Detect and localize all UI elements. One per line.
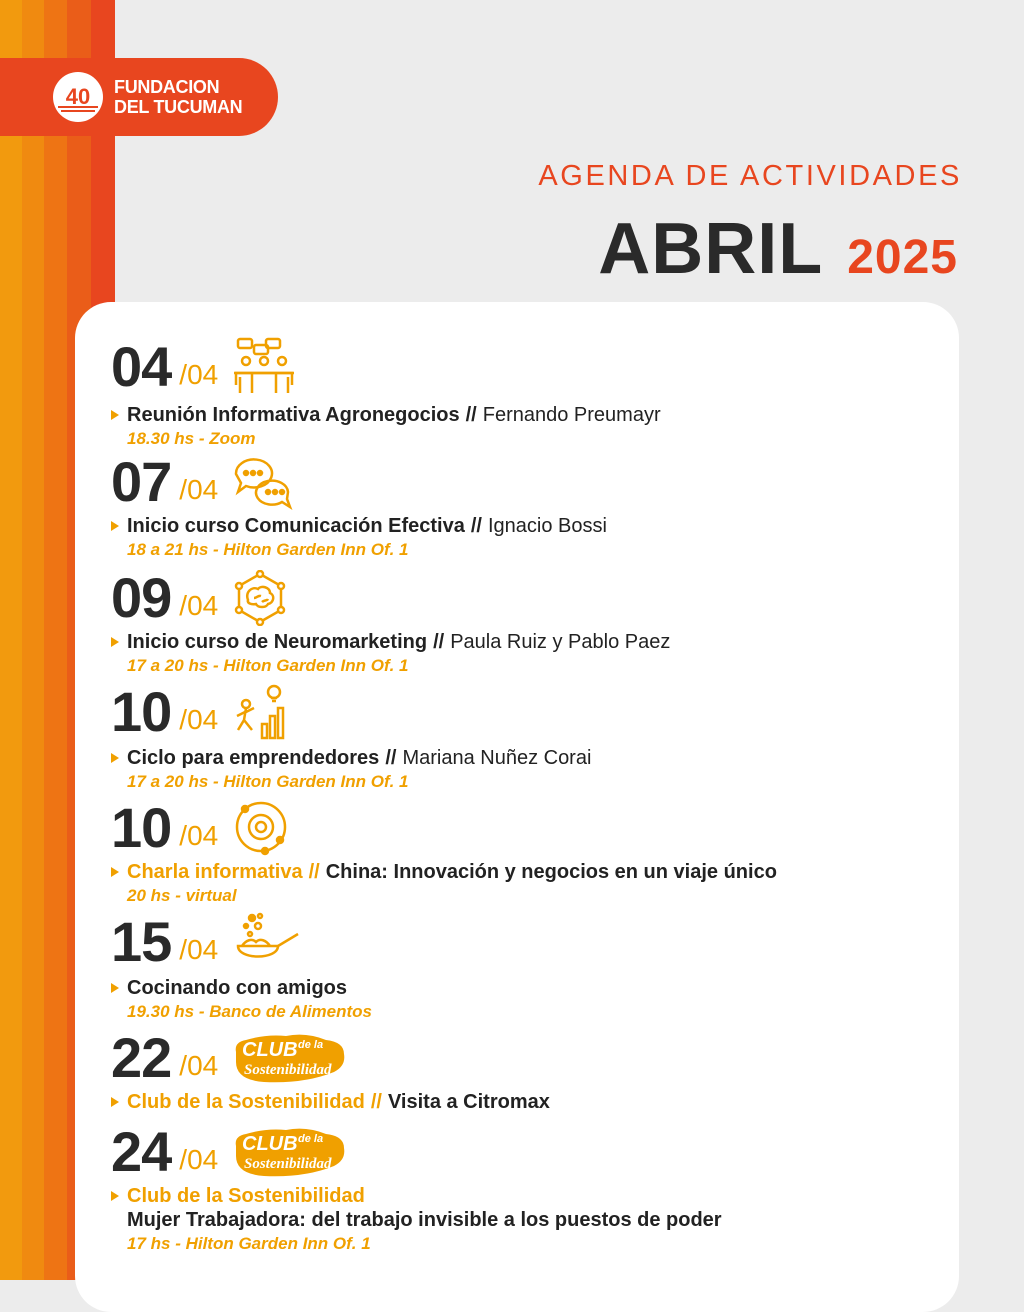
bullet-arrow-icon (111, 753, 119, 763)
svg-text:Sostenibilidad: Sostenibilidad (244, 1156, 332, 1172)
event-details: 19.30 hs - Banco de Alimentos (127, 1002, 372, 1021)
brain-network-icon (232, 566, 288, 626)
year-label: 2025 (847, 231, 958, 284)
cooking-pan-icon (232, 910, 302, 970)
svg-text:de la: de la (298, 1039, 324, 1051)
event-day: 07 (111, 450, 172, 513)
event-month: /04 (179, 820, 219, 851)
bullet-arrow-icon (111, 1097, 119, 1107)
event-speaker: Visita a Citromax (387, 1091, 550, 1113)
agenda-subtitle: AGENDA DE ACTIVIDADES (538, 160, 962, 192)
svg-text:Sostenibilidad: Sostenibilidad (244, 1062, 332, 1078)
svg-text:CLUB: CLUB (242, 1133, 298, 1155)
event-title-line (111, 403, 971, 427)
event-item (111, 1120, 971, 1256)
event-title: Club de la Sostenibilidad (127, 1091, 365, 1113)
event-month: /04 (179, 1144, 219, 1175)
event-title: Inicio curso Comunicación Efectiva (127, 515, 465, 537)
event-title-line (111, 746, 971, 770)
svg-text:de la: de la (298, 1133, 324, 1145)
event-separator: // (385, 747, 397, 769)
fundacion-logo-icon (52, 71, 104, 123)
event-day: 09 (111, 566, 172, 629)
event-title: Cocinando con amigos (127, 977, 348, 999)
meeting-icon (232, 335, 296, 395)
bullet-arrow-icon (111, 521, 119, 531)
month-label: ABRIL (598, 209, 824, 289)
svg-text:40: 40 (65, 84, 91, 109)
club-sostenibilidad-logo (232, 1026, 350, 1086)
event-details: 17 hs - Hilton Garden Inn Of. 1 (127, 1234, 371, 1253)
event-month: /04 (179, 474, 219, 505)
event-month: /04 (179, 934, 219, 965)
event-title-line (111, 514, 971, 538)
bullet-arrow-icon (111, 410, 119, 420)
bullet-arrow-icon (111, 983, 119, 993)
bullet-arrow-icon (111, 637, 119, 647)
event-month: /04 (179, 590, 219, 621)
event-day: 24 (111, 1120, 172, 1183)
event-day: 10 (111, 680, 172, 743)
event-title-line (111, 976, 971, 1000)
event-day: 10 (111, 796, 172, 859)
event-title: Charla informativa (127, 861, 303, 883)
event-speaker: China: Innovación y negocios en un viaje único (325, 861, 777, 883)
event-item (111, 910, 971, 1024)
event-item (111, 566, 971, 678)
event-day: 04 (111, 335, 172, 398)
event-day: 15 (111, 910, 172, 973)
event-month: /04 (179, 359, 219, 390)
event-title-line (111, 1090, 971, 1114)
club-sostenibilidad-logo (232, 1120, 350, 1180)
event-separator: // (370, 1091, 382, 1113)
event-month: /04 (179, 704, 219, 735)
event-title: Reunión Informativa Agronegocios (127, 404, 460, 426)
chat-bubbles-icon (232, 450, 294, 510)
brand-name-line2: DEL TUCUMAN (114, 97, 243, 117)
event-item (111, 450, 971, 562)
event-title: Ciclo para emprendedores (127, 747, 380, 769)
event-title: Inicio curso de Neuromarketing (127, 631, 428, 653)
event-details: 18 a 21 hs - Hilton Garden Inn Of. 1 (127, 540, 409, 559)
event-separator: // (470, 515, 482, 537)
svg-text:CLUB: CLUB (242, 1039, 298, 1061)
event-separator: // (308, 861, 320, 883)
event-details: 20 hs - virtual (127, 886, 237, 905)
event-speaker: Mariana Nuñez Corai (402, 747, 592, 769)
event-item (111, 335, 971, 451)
brand-name-line1: FUNDACION (114, 77, 220, 97)
growth-person-icon (232, 680, 288, 740)
event-separator: // (465, 404, 477, 426)
event-item (111, 1026, 971, 1114)
event-title-line (111, 860, 971, 884)
event-speaker: Fernando Preumayr (482, 404, 661, 426)
event-day: 22 (111, 1026, 172, 1089)
brand-name (114, 77, 242, 117)
event-title: Club de la Sostenibilidad (127, 1185, 365, 1207)
month-heading (598, 208, 958, 290)
event-item (111, 796, 971, 908)
event-item (111, 680, 971, 794)
bullet-arrow-icon (111, 1191, 119, 1201)
event-details: 18.30 hs - Zoom (127, 429, 256, 448)
event-separator: // (433, 631, 445, 653)
bullet-arrow-icon (111, 867, 119, 877)
brand-logo (0, 58, 278, 136)
event-details: 17 a 20 hs - Hilton Garden Inn Of. 1 (127, 772, 409, 791)
event-title-line (111, 630, 971, 654)
globe-target-icon (232, 796, 290, 856)
event-speaker: Paula Ruiz y Pablo Paez (450, 631, 671, 653)
event-speaker: Ignacio Bossi (488, 515, 607, 537)
event-details: 17 a 20 hs - Hilton Garden Inn Of. 1 (127, 656, 409, 675)
event-month: /04 (179, 1050, 219, 1081)
event-title-line (111, 1184, 971, 1208)
event-subtitle: Mujer Trabajadora: del trabajo invisible a los puestos de poder (127, 1209, 722, 1231)
